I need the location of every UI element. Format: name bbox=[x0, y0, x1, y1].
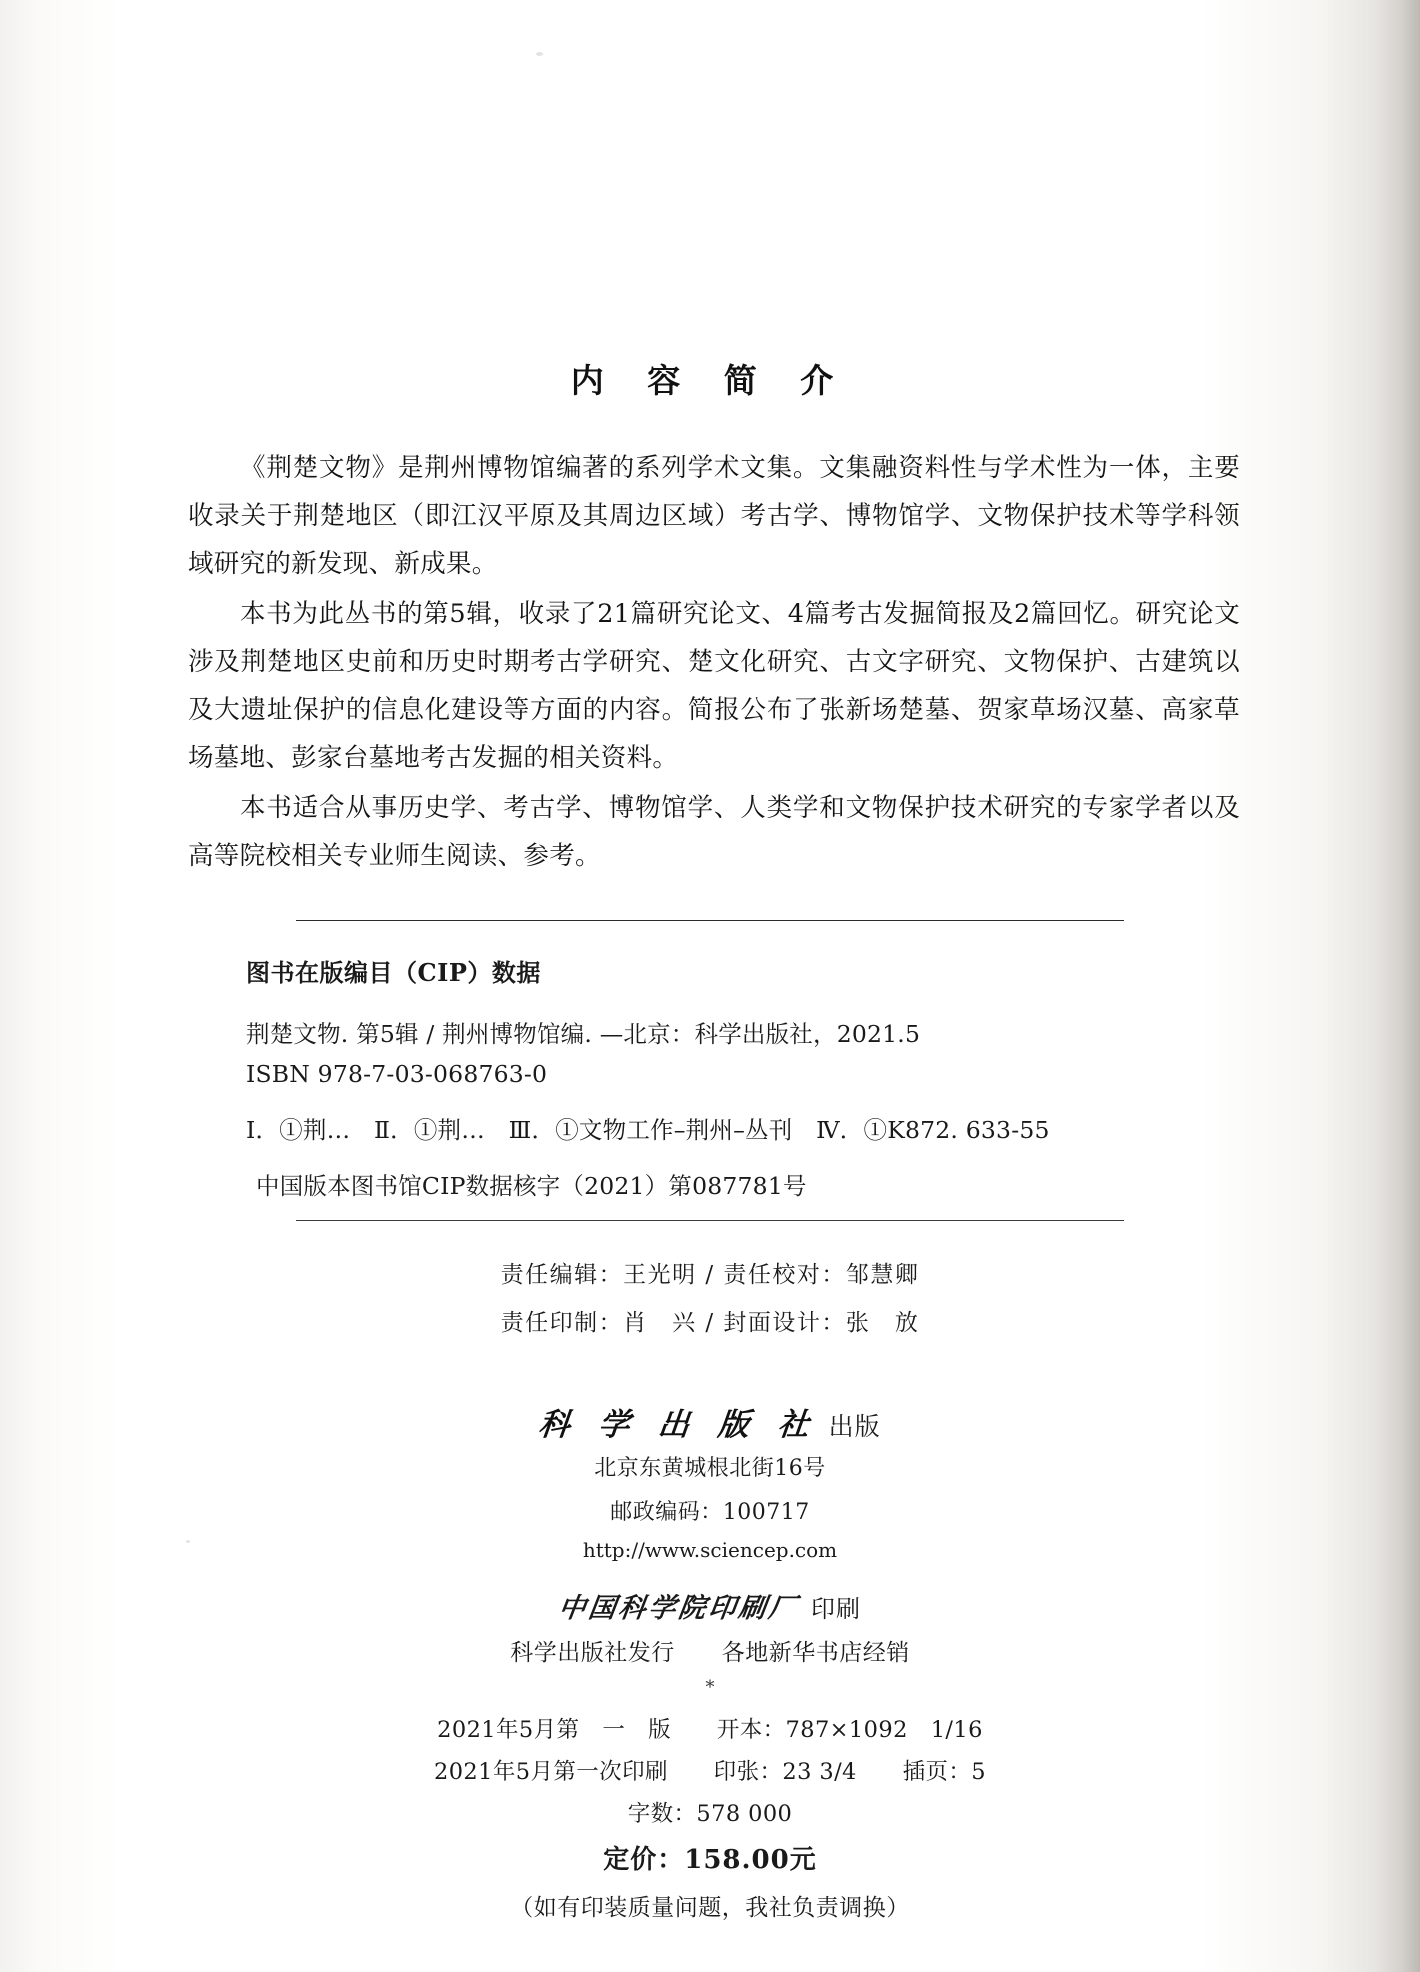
abstract-paragraph: 本书为此丛书的第5辑，收录了21篇研究论文、4篇考古发掘简报及2篇回忆。研究论文涉及荆楚地区史前和历史时期考古学研究、楚文化研究、古文字研究、文物保护、古建筑以及大遗址保护的信息化建设等方面的内容。简报公布了张新场楚墓、贺家草场汉墓、高家草场墓地、彭家台墓地考古发掘的相关资料。 bbox=[188, 599, 1240, 773]
printer-section bbox=[130, 1586, 1290, 1625]
spec-edition-row: 2021年5月第 一 版 开本：787×1092 1/16 bbox=[437, 1717, 983, 1743]
credits-section bbox=[130, 1251, 1290, 1347]
separator-asterisk: * bbox=[705, 1677, 715, 1698]
publisher-name: 科 学 出 版 社 bbox=[537, 1407, 821, 1443]
page-content bbox=[130, 0, 1290, 1931]
publisher-url: http://www.sciencep.com bbox=[582, 1538, 838, 1562]
divider-bottom bbox=[296, 1220, 1124, 1221]
abstract-section bbox=[130, 444, 1290, 880]
cip-heading: 图书在版编目（CIP）数据 bbox=[246, 958, 541, 987]
cip-isbn: ISBN 978-7-03-068763-0 bbox=[246, 1060, 548, 1088]
spec-printing-row: 2021年5月第一次印刷 印张：23 3/4 插页：5 bbox=[434, 1759, 986, 1785]
cip-classification: Ⅰ．①荆… Ⅱ．①荆… Ⅲ．①文物工作–荆州–丛刊 Ⅳ．①K872. 633-55 bbox=[246, 1116, 1050, 1144]
abstract-paragraph: 本书适合从事历史学、考古学、博物馆学、人类学和文物保护技术研究的专家学者以及高等院校相关专业师生阅读、参考。 bbox=[188, 793, 1240, 871]
quality-note: （如有印装质量问题，我社负责调换） bbox=[510, 1895, 910, 1921]
printer-name: 中国科学院印刷厂 bbox=[556, 1593, 801, 1624]
cip-core-number: 中国版本图书馆CIP数据核字（2021）第087781号 bbox=[256, 1172, 807, 1200]
credit-printing-line: 责任印制：肖 兴 / 封面设计：张 放 bbox=[500, 1310, 920, 1336]
divider-top bbox=[296, 920, 1124, 921]
credit-editor-line: 责任编辑：王光明 / 责任校对：邹慧卿 bbox=[500, 1262, 920, 1288]
spec-wordcount-row: 字数：578 000 bbox=[627, 1801, 793, 1827]
publisher-section bbox=[130, 1399, 1290, 1568]
imprint-specs bbox=[130, 1709, 1290, 1931]
abstract-paragraph: 《荆楚文物》是荆州博物馆编著的系列学术文集。文集融资料性与学术性为一体，主要收录关于荆楚地区（即江汉平原及其周边区域）考古学、博物馆学、文物保护技术等学科领域研究的新发现、新成果。 bbox=[188, 453, 1240, 579]
cip-section bbox=[130, 953, 1290, 1206]
printer-suffix: 印刷 bbox=[811, 1595, 861, 1623]
publisher-address: 北京东黄城根北街16号 bbox=[594, 1456, 826, 1481]
distribution-line: 科学出版社发行 各地新华书店经销 bbox=[510, 1640, 910, 1666]
publisher-suffix: 出版 bbox=[828, 1412, 881, 1441]
cip-citation-line: 荆楚文物. 第5辑 / 荆州博物馆编. —北京：科学出版社，2021.5 bbox=[246, 1020, 921, 1048]
price-row: 定价：158.00元 bbox=[603, 1845, 817, 1875]
publisher-postcode: 邮政编码：100717 bbox=[610, 1500, 810, 1525]
page-title: 内 容 简 介 bbox=[570, 361, 850, 400]
